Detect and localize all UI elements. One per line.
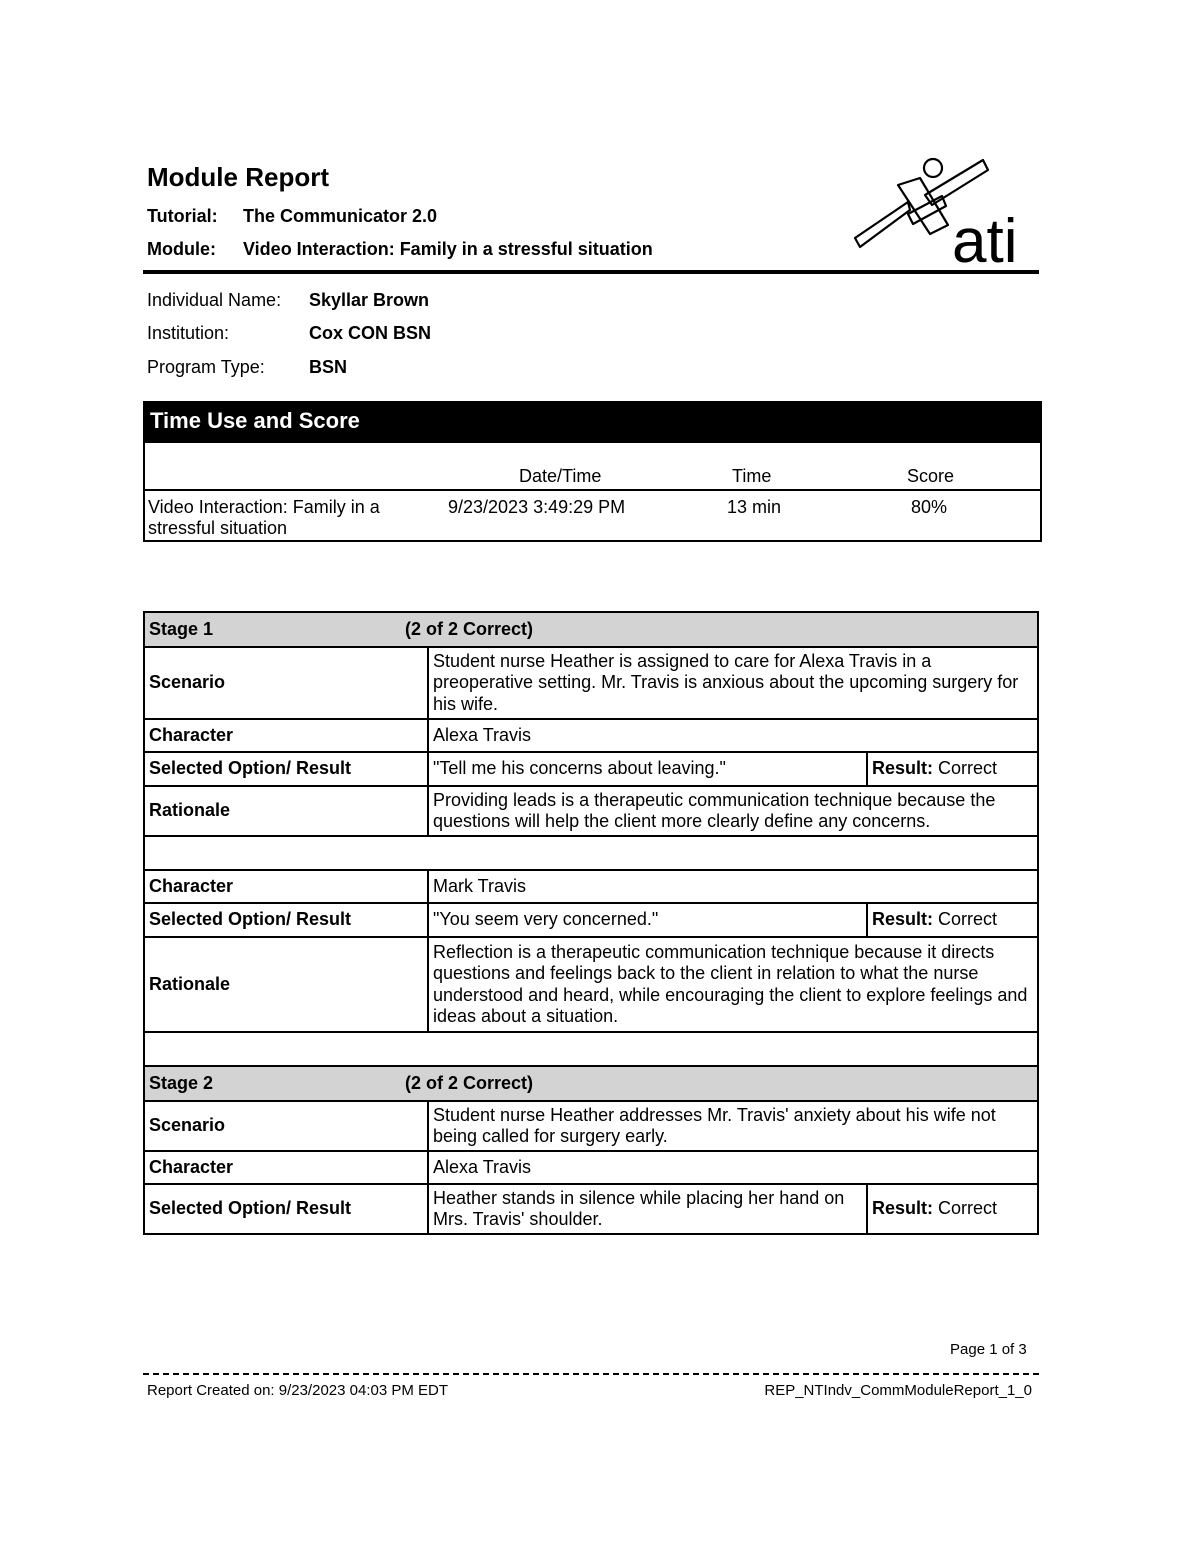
spacer-row (144, 836, 1038, 870)
selected-option-label: Selected Option/ Result (144, 1184, 428, 1234)
institution-row (147, 323, 431, 344)
scenario-row (144, 1101, 1038, 1151)
time-use-datetime: 9/23/2023 3:49:29 PM (448, 497, 626, 517)
scenario-row (144, 647, 1038, 719)
logo-band-lower (855, 202, 910, 247)
logo-head (924, 159, 942, 177)
stage-label: Stage 2 (149, 1072, 214, 1093)
module-label: Module: (147, 239, 216, 259)
rationale-text: Providing leads is a therapeutic communication technique because the questions will help the client more clearly define any concerns. (428, 786, 1038, 836)
institution-value: Cox CON BSN (309, 323, 432, 343)
col-header-time: Time (732, 466, 772, 486)
character-row (144, 870, 1038, 903)
spacer-cell (144, 836, 1038, 870)
selected-option-row (144, 903, 1038, 937)
module-row (147, 239, 653, 260)
character-row (144, 1151, 1038, 1184)
result-cell (867, 1184, 1038, 1234)
selected-option-text: "Tell me his concerns about leaving." (428, 752, 867, 786)
spacer-cell (144, 1032, 1038, 1066)
result-label: Result: (872, 909, 934, 930)
selected-option-text: Heather stands in silence while placing her hand on Mrs. Travis' shoulder. (428, 1184, 867, 1234)
stage-results-table (143, 611, 1039, 1235)
result-value: Correct (938, 1198, 998, 1219)
stage-label: Stage 1 (149, 618, 214, 639)
character-label: Character (144, 1151, 428, 1184)
institution-label: Institution: (147, 323, 230, 343)
rationale-label: Rationale (144, 937, 428, 1032)
character-value: Alexa Travis (428, 719, 1038, 752)
character-label: Character (144, 870, 428, 903)
result-value: Correct (938, 909, 998, 930)
stage-correct-count: (2 of 2 Correct) (405, 618, 534, 639)
character-value: Mark Travis (428, 870, 1038, 903)
stage-header-cell (144, 612, 1038, 647)
selected-option-row (144, 752, 1038, 786)
rationale-text: Reflection is a therapeutic communication technique because it directs questions and feelings back to the client in relation to what the nurse understood and heard, while encouraging the client to explore feelings and ideas about a situation. (428, 937, 1038, 1032)
col-header-datetime: Date/Time (519, 466, 602, 486)
program-type-value: BSN (309, 357, 348, 377)
program-type-row (147, 357, 347, 378)
result-label: Result: (872, 758, 934, 779)
tutorial-row (147, 206, 437, 227)
stage-header-row (144, 612, 1038, 647)
scenario-text: Student nurse Heather is assigned to care for Alexa Travis in a preoperative setting. Mr. Travis is anxious about the upcoming surgery for his wife. (428, 647, 1038, 719)
footer-divider (143, 1373, 1039, 1375)
rationale-row (144, 786, 1038, 836)
logo-text: ati (952, 207, 1018, 270)
selected-option-label: Selected Option/ Result (144, 752, 428, 786)
tutorial-label: Tutorial: (147, 206, 218, 226)
ati-logo (850, 150, 1045, 270)
individual-name-label: Individual Name: (147, 290, 282, 310)
selected-option-row (144, 1184, 1038, 1234)
scenario-label: Scenario (144, 1101, 428, 1151)
result-value: Correct (938, 758, 998, 779)
time-use-score-title: Time Use and Score (145, 403, 1040, 443)
page-number: Page 1 of 3 (950, 1341, 1027, 1358)
time-use-duration: 13 min (727, 497, 782, 517)
stage-header-cell (144, 1066, 1038, 1101)
rationale-row (144, 937, 1038, 1032)
character-label: Character (144, 719, 428, 752)
time-use-divider (145, 489, 1040, 491)
col-header-score: Score (907, 466, 955, 486)
stage-header-row (144, 1066, 1038, 1101)
result-label: Result: (872, 1198, 934, 1219)
character-row (144, 719, 1038, 752)
report-created: Report Created on: 9/23/2023 04:03 PM EDT (147, 1382, 449, 1399)
time-use-module-name: Video Interaction: Family in a stressful situation (148, 497, 380, 538)
character-value: Alexa Travis (428, 1151, 1038, 1184)
time-use-score: 80% (911, 497, 948, 517)
page-title: Module Report (147, 162, 329, 192)
result-cell (867, 903, 1038, 937)
report-id: REP_NTIndv_CommModuleReport_1_0 (764, 1382, 1032, 1399)
selected-option-text: "You seem very concerned." (428, 903, 867, 937)
spacer-row (144, 1032, 1038, 1066)
rationale-label: Rationale (144, 786, 428, 836)
scenario-text: Student nurse Heather addresses Mr. Travis' anxiety about his wife not being called for surgery early. (428, 1101, 1038, 1151)
scenario-label: Scenario (144, 647, 428, 719)
tutorial-value: The Communicator 2.0 (243, 206, 438, 226)
module-value: Video Interaction: Family in a stressful situation (243, 239, 653, 259)
header-rule (143, 270, 1039, 274)
individual-name-row (147, 290, 429, 311)
individual-name-value: Skyllar Brown (309, 290, 430, 310)
program-type-label: Program Type: (147, 357, 265, 377)
logo-band-upper (925, 160, 988, 205)
selected-option-label: Selected Option/ Result (144, 903, 428, 937)
result-cell (867, 752, 1038, 786)
time-use-score-section (143, 401, 1042, 542)
stage-correct-count: (2 of 2 Correct) (405, 1072, 534, 1093)
